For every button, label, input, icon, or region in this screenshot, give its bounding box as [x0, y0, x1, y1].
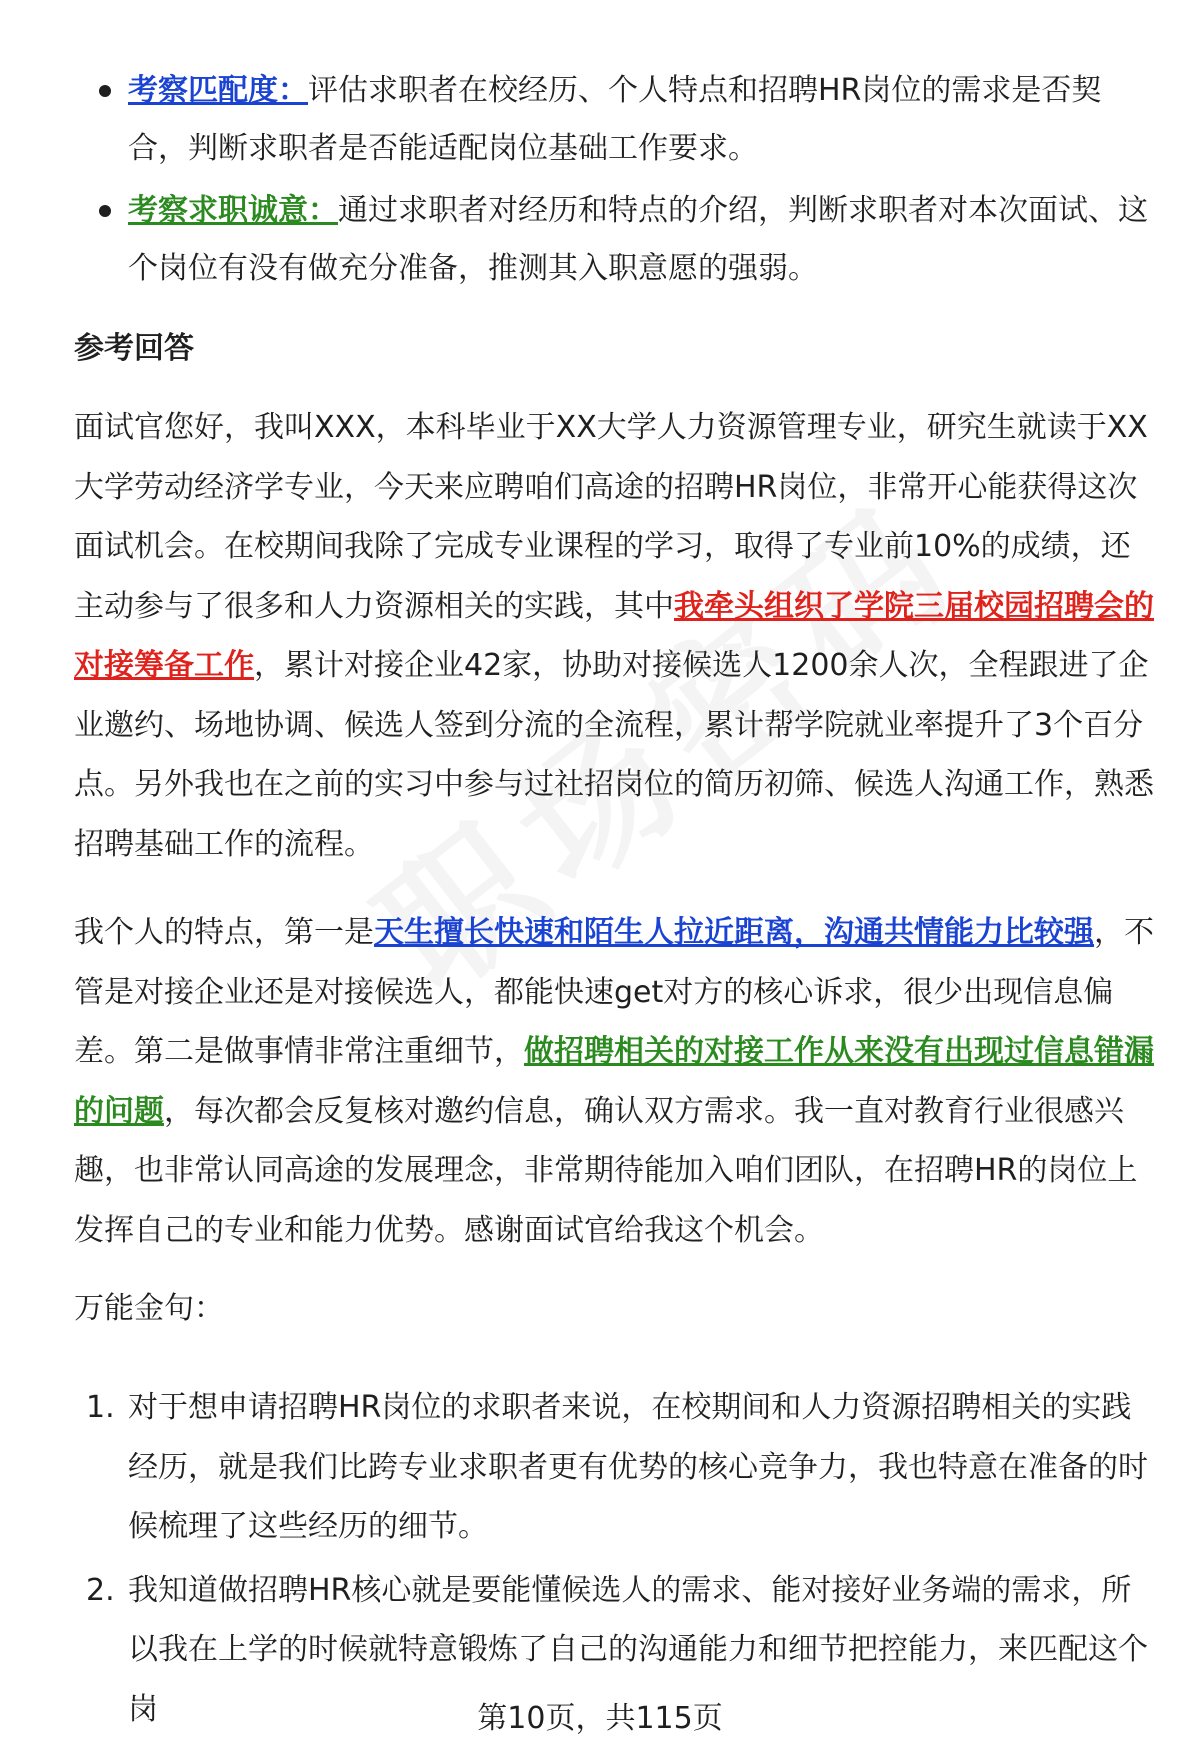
paragraph-text: 面试官您好，我叫XXX，本科毕业于XX大学人力资源管理专业，研究生就读于XX大学劳动经济学专业，今天来应聘咱们高途的招聘HR岗位，非常开心能获得这次面试机会。在校期间我除了完成专业课程的学习，取得了专业前10%的成绩，还主动参与了很多和人力资源相关的实践，其中 [74, 410, 1148, 624]
list-item [128, 182, 1148, 298]
highlight-green: 做招聘相关的对接工作从来没有出现过信息错漏的问题 [74, 1034, 1154, 1129]
bullet-dot-icon [99, 205, 111, 217]
paragraph-text: ，累计对接企业42家，协助对接候选人1200余人次，全程跟进了企业邀约、场地协调、候选人签到分流的全流程，累计帮学院就业率提升了3个百分点。另外我也在之前的实习中参与过社招岗位的简历初筛、候选人沟通工作，熟悉招聘基础工作的流程。 [74, 648, 1154, 862]
list-item [86, 1378, 1158, 1557]
answer-paragraph-2 [74, 903, 1154, 1260]
golden-sentences-list [86, 1378, 1158, 1743]
paragraph-text: ，不管是对接企业还是对接候选人，都能快速get对方的核心诉求，很少出现信息偏差。第二是做事情非常注重细节， [74, 915, 1154, 1069]
highlight-blue: 天生擅长快速和陌生人拉近距离，沟通共情能力比较强 [374, 915, 1094, 950]
paragraph-text: 我个人的特点，第一是 [74, 915, 374, 950]
highlight-red: 我牵头组织了学院三届校园招聘会的对接筹备工作 [74, 588, 1154, 683]
paragraph-text: ，每次都会反复核对邀约信息，确认双方需求。我一直对教育行业很感兴趣，也非常认同高途的发展理念，非常期待能加入咱们团队，在招聘HR的岗位上发挥自己的专业和能力优势。感谢面试官给我这个机会。 [74, 1093, 1138, 1248]
criteria-list [128, 62, 1148, 302]
list-number: 1. [86, 1390, 115, 1425]
criteria-keyword-match: 考察匹配度： [128, 73, 308, 108]
page-footer: 第10页，共115页 [477, 1701, 723, 1736]
list-item [128, 62, 1148, 178]
criteria-text: 评估求职者在校经历、个人特点和招聘HR岗位的需求是否契合，判断求职者是否能适配岗位基础工作要求。 [128, 73, 1102, 166]
list-text: 我知道做招聘HR核心就是要能懂候选人的需求、能对接好业务端的需求，所以我在上学的时候就特意锻炼了自己的沟通能力和细节把控能力，来匹配这个岗 [128, 1572, 1148, 1727]
criteria-text: 通过求职者对经历和特点的介绍，判断求职者对本次面试、这个岗位有没有做充分准备，推测其入职意愿的强弱。 [128, 193, 1148, 286]
list-text: 对于想申请招聘HR岗位的求职者来说，在校期间和人力资源招聘相关的实践经历，就是我们比跨专业求职者更有优势的核心竞争力，我也特意在准备的时候梳理了这些经历的细节。 [128, 1390, 1148, 1544]
section-heading: 参考回答 [74, 331, 194, 366]
criteria-keyword-sincerity: 考察求职诚意： [128, 193, 338, 228]
bullet-dot-icon [99, 85, 111, 97]
golden-sentences-label: 万能金句： [74, 1291, 224, 1326]
answer-paragraph-1 [74, 398, 1154, 874]
list-number: 2. [86, 1572, 115, 1608]
